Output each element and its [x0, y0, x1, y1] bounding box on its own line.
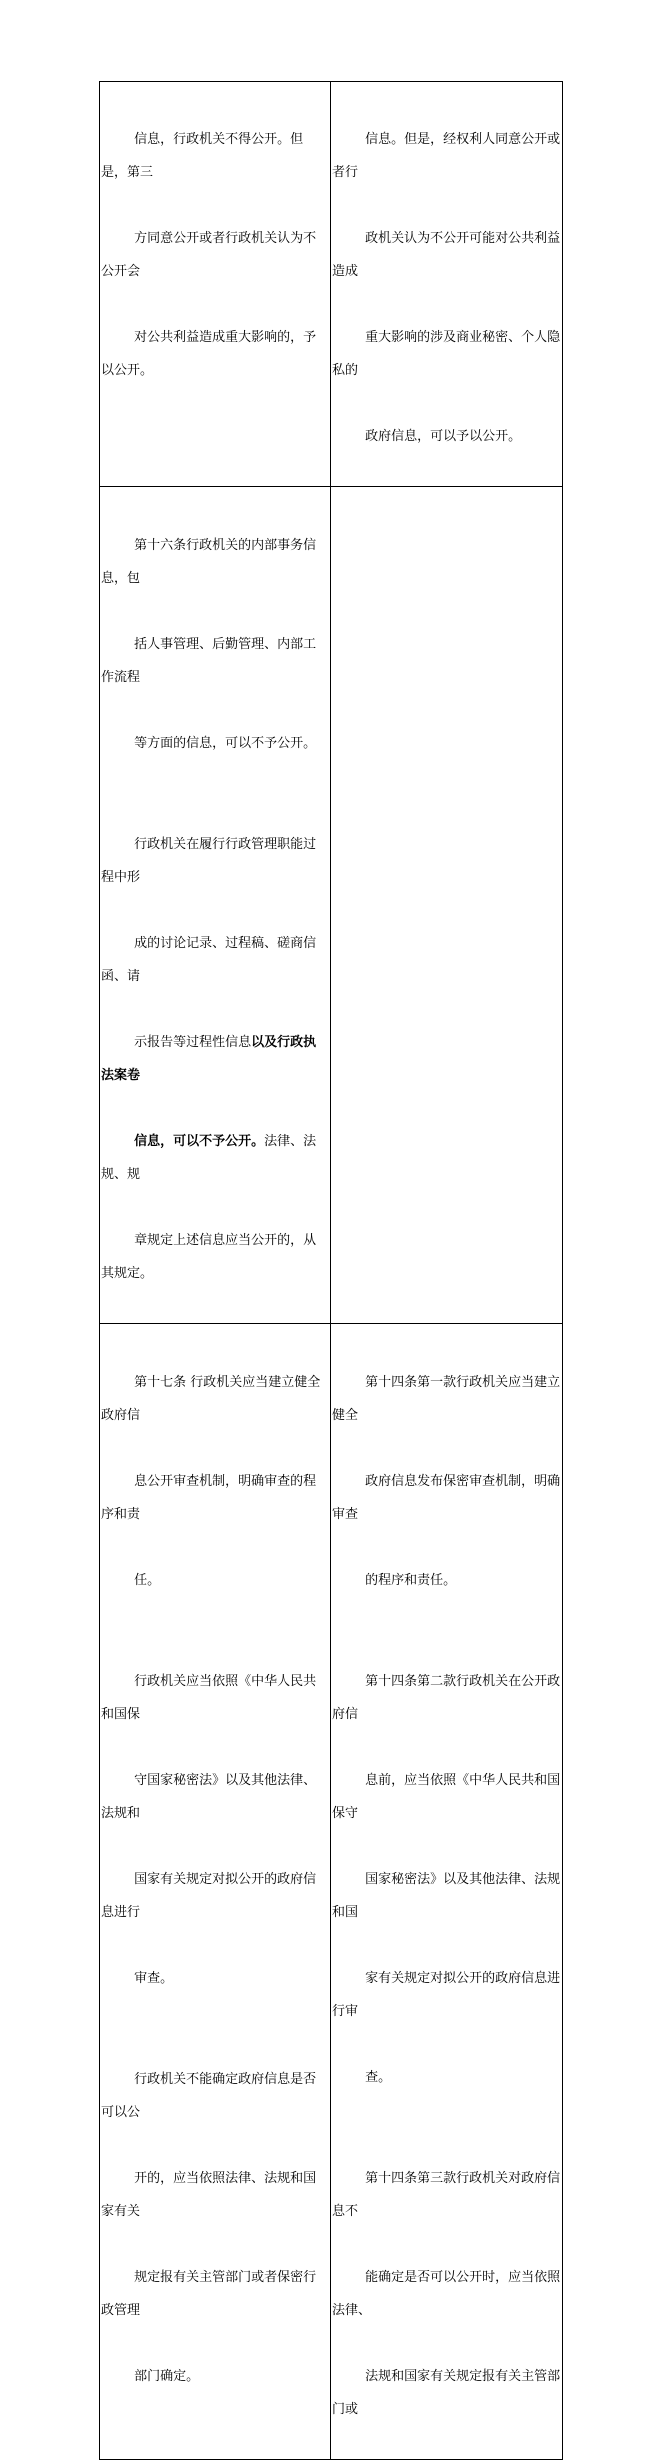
cell-right — [331, 82, 563, 487]
cell-left — [100, 1324, 331, 2460]
table-row — [100, 1324, 563, 2460]
paragraph — [101, 795, 329, 1323]
text-line: 国家秘密法》以及其他法律、法规和国 — [332, 1872, 561, 1920]
paragraph — [332, 2129, 561, 2459]
text-line: 行政机关应当依照《中华人民共和国保 — [101, 1674, 317, 1722]
text-line: 政府信息发布保密审查机制，明确审查 — [332, 1474, 561, 1522]
paragraph — [101, 2030, 329, 2426]
paragraph — [332, 1632, 561, 2127]
text-line: 规定报有关主管部门或者保密行政管理 — [101, 2270, 317, 2318]
paragraph — [101, 1632, 329, 2028]
bold-text: 信息，可以不予公开。 — [134, 1134, 265, 1149]
text-line: 行政机关在履行行政管理职能过程中形 — [101, 837, 317, 885]
cell-right-empty — [331, 487, 563, 1324]
text-line: 方同意公开或者行政机关认为不公开会 — [101, 231, 317, 279]
text-line: 信息。但是，经权利人同意公开或者行 — [332, 132, 561, 180]
bold-text: 以及行政执法案卷 — [101, 1035, 317, 1083]
text-line: 息公开审查机制，明确审查的程序和责 — [101, 1474, 317, 1522]
table-row — [100, 487, 563, 1324]
text-line: 信息，行政机关不得公开。但是，第三 — [101, 132, 304, 180]
cell-left — [100, 487, 331, 1324]
text-line: 行政机关不能确定政府信息是否可以公 — [101, 2072, 317, 2120]
text-line: 审查。 — [134, 1971, 174, 1986]
text-line: 第十七条 行政机关应当建立健全政府信 — [101, 1375, 321, 1423]
text-line: 法律、法规、规 — [101, 1134, 317, 1182]
text-line: 括人事管理、后勤管理、内部工作流程 — [101, 637, 317, 685]
text-line: 法规和国家有关规定报有关主管部门或 — [332, 2369, 561, 2417]
text-line: 的程序和责任。 — [365, 1573, 457, 1588]
text-line: 国家有关规定对拟公开的政府信息进行 — [101, 1872, 317, 1920]
text-line: 第十四条第三款行政机关对政府信息不 — [332, 2171, 561, 2219]
comparison-table — [99, 81, 563, 2460]
text-line: 息前，应当依照《中华人民共和国保守 — [332, 1773, 561, 1821]
text-line: 重大影响的涉及商业秘密、个人隐私的 — [332, 330, 561, 378]
text-line: 第十四条第二款行政机关在公开政府信 — [332, 1674, 561, 1722]
text-line: 任。 — [134, 1573, 161, 1588]
paragraph — [101, 90, 329, 420]
text-line: 守国家秘密法》以及其他法律、法规和 — [101, 1773, 317, 1821]
text-line: 开的，应当依照法律、法规和国家有关 — [101, 2171, 317, 2219]
text-line: 示报告等过程性信息 — [134, 1035, 252, 1050]
text-line: 对公共利益造成重大影响的，予以公开。 — [101, 330, 317, 378]
text-line: 第十四条第一款行政机关应当建立健全 — [332, 1375, 561, 1423]
text-line: 政府信息，可以予以公开。 — [365, 429, 522, 444]
cell-right — [331, 1324, 563, 2460]
text-line: 第十六条行政机关的内部事务信息，包 — [101, 538, 317, 586]
text-line: 等方面的信息，可以不予公开。 — [134, 736, 317, 751]
text-line: 章规定上述信息应当公开的，从其规定。 — [101, 1233, 317, 1281]
paragraph — [101, 496, 329, 793]
text-line: 成的讨论记录、过程稿、磋商信函、请 — [101, 936, 317, 984]
text-line: 能确定是否可以公开时，应当依照法律、 — [332, 2270, 561, 2318]
text-line: 政机关认为不公开可能对公共利益造成 — [332, 231, 561, 279]
text-line: 查。 — [365, 2070, 392, 2085]
paragraph — [332, 1333, 561, 1630]
cell-left — [100, 82, 331, 487]
paragraph — [101, 1333, 329, 1630]
text-line: 部门确定。 — [134, 2369, 200, 2384]
text-line: 家有关规定对拟公开的政府信息进行审 — [332, 1971, 561, 2019]
paragraph — [332, 90, 561, 486]
table-row — [100, 82, 563, 487]
